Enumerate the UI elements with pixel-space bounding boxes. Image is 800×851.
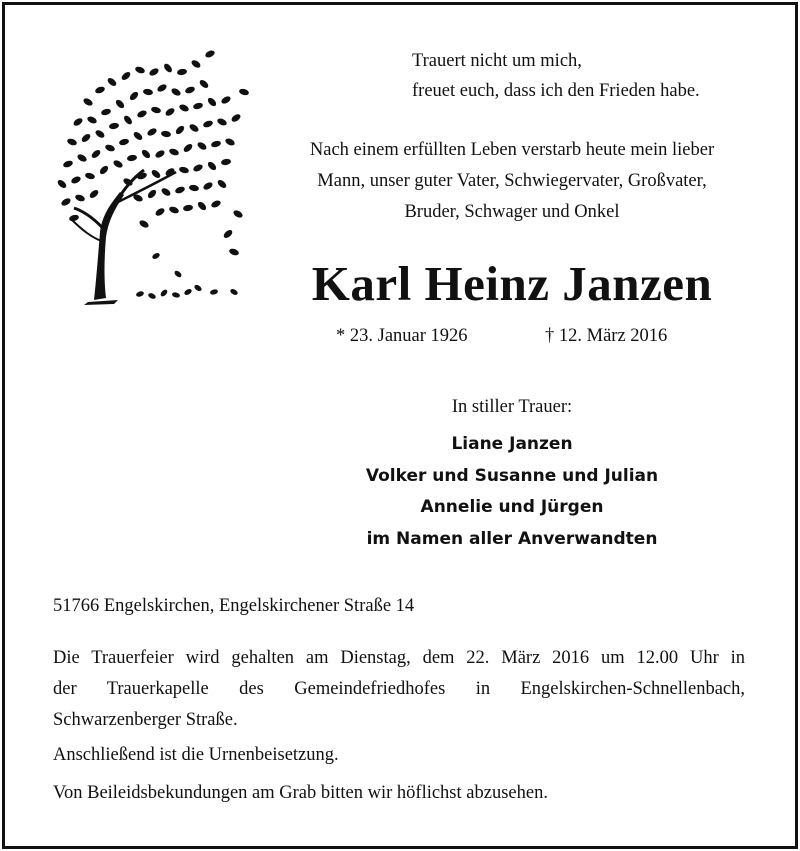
mourner: Annelie und Jürgen — [420, 497, 604, 517]
deceased-name: Karl Heinz Janzen — [311, 256, 713, 311]
announcement-line: Mann, unser guter Vater, Schwiegervater, Großvater, — [317, 171, 707, 191]
announcement-line: Nach einem erfüllten Leben verstarb heute mein lieber — [309, 140, 715, 160]
birth-date: * 23. Januar 1926 — [336, 326, 468, 346]
mourner: Liane Janzen — [451, 434, 573, 454]
mourning-heading: In stiller Trauer: — [451, 397, 573, 417]
announcement-line: Bruder, Schwager und Onkel — [404, 202, 620, 222]
funeral-line: Die Trauerfeier wird gehalten am Dienstag, dem 22. März 2016 um 12.00 Uhr in — [53, 648, 745, 668]
family-address: 51766 Engelskirchen, Engelskirchener Straße 14 — [53, 596, 415, 616]
poem-line: freuet euch, dass ich den Frieden habe. — [412, 81, 700, 101]
mourner: Volker und Susanne und Julian — [365, 465, 659, 486]
funeral-details — [53, 643, 745, 736]
windblown-tree-icon — [48, 42, 253, 307]
urn-burial-note: Anschließend ist die Urnenbeisetzung. — [53, 745, 339, 765]
death-announcement — [268, 135, 756, 228]
condolence-note: Von Beileidsbekundungen am Grab bitten wir höflichst abzusehen. — [53, 783, 548, 803]
poem-line: Trauert nicht um mich, — [412, 51, 582, 71]
mourners-list — [268, 429, 756, 555]
mourner: im Namen aller Anverwandten — [366, 528, 658, 549]
poem — [412, 46, 772, 106]
funeral-line: Schwarzenberger Straße. — [53, 710, 238, 730]
death-date: † 12. März 2016 — [545, 326, 668, 346]
funeral-line: der Trauerkapelle des Gemeindefriedhofes in Engelskirchen-Schnellenbach, — [53, 679, 745, 699]
